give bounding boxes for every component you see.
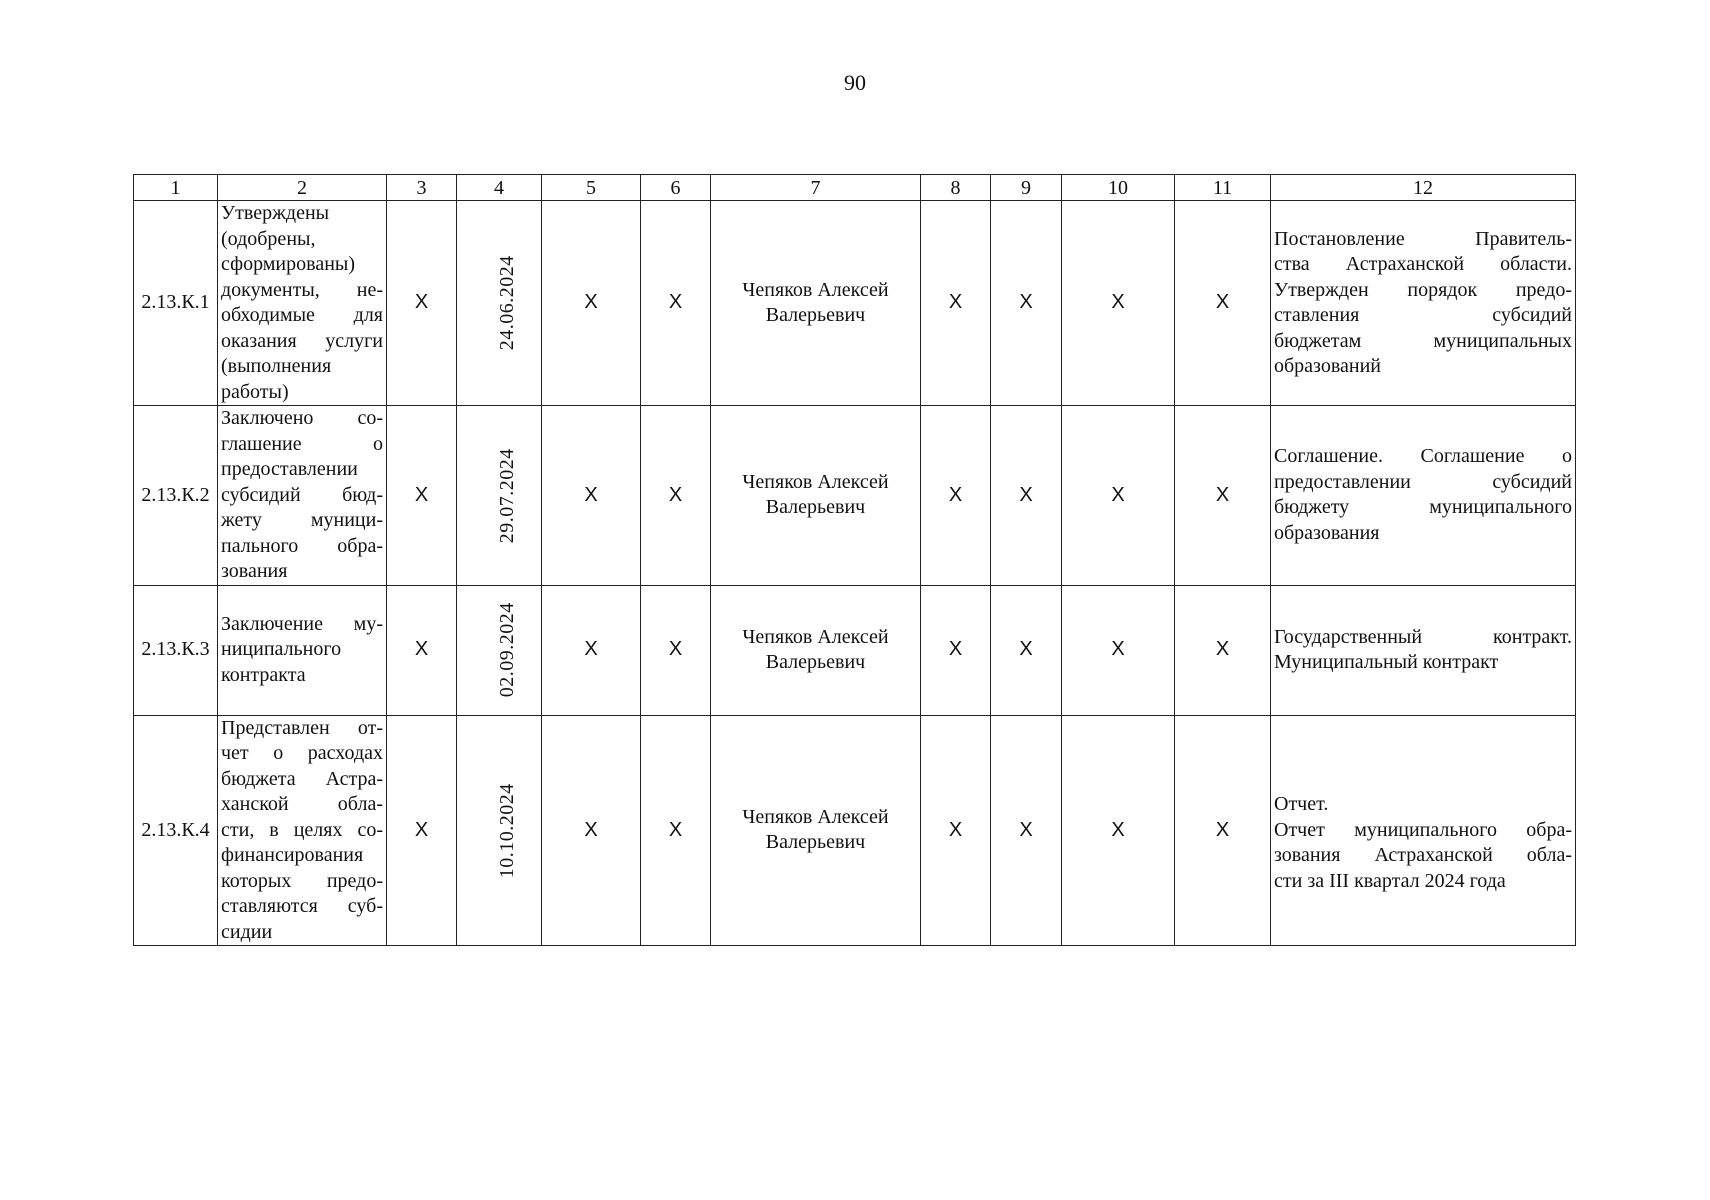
column-number-1: 1 (134, 175, 218, 201)
cell-col3: X (387, 201, 457, 406)
completion-date: 10.10.2024 (495, 782, 518, 878)
description-line: сти, в целях со- (221, 818, 383, 841)
description-line: Представлен от- (221, 716, 383, 739)
result-line: бюджетам муниципальных (1274, 329, 1572, 352)
cell-col11: X (1175, 585, 1271, 715)
result-line: ства Астраханской области. (1274, 253, 1572, 275)
table-row (134, 201, 1576, 406)
responsible-person: Чепяков Алексей Валерьевич (711, 585, 921, 715)
result-document (1271, 406, 1576, 586)
cell-col11: X (1175, 201, 1271, 406)
cell-col6: X (641, 406, 711, 586)
column-number-7: 7 (711, 175, 921, 201)
description-line: субсидий бюд- (221, 483, 383, 506)
description-line: ниципального (221, 638, 342, 661)
cell-col6: X (641, 715, 711, 946)
cell-col9: X (991, 585, 1062, 715)
event-code: 2.13.К.1 (134, 201, 218, 406)
result-line: сти за III квартал 2024 года (1274, 869, 1506, 892)
cell-col5: X (542, 201, 641, 406)
responsible-person: Чепяков Алексей Валерьевич (711, 406, 921, 586)
cell-col11: X (1175, 406, 1271, 586)
cell-col10: X (1062, 715, 1175, 946)
description-line: чет о расходах (221, 742, 383, 764)
description-line: предоставлении (221, 458, 358, 480)
cell-col11: X (1175, 715, 1271, 946)
column-number-9: 9 (991, 175, 1062, 201)
responsible-person: Чепяков Алексей Валерьевич (711, 201, 921, 406)
result-line: образований (1274, 355, 1382, 377)
description-line: сформированы) (221, 253, 355, 275)
result-line: бюджету муниципального (1274, 496, 1572, 519)
cell-col5: X (542, 406, 641, 586)
column-number-2: 2 (218, 175, 387, 201)
description-line: Заключение му- (221, 612, 383, 635)
description-line: обходимые для (221, 304, 383, 326)
cell-col9: X (991, 201, 1062, 406)
event-code: 2.13.К.3 (134, 585, 218, 715)
result-line: зования Астраханской обла- (1274, 844, 1572, 866)
cell-col8: X (921, 585, 991, 715)
column-number-5: 5 (542, 175, 641, 201)
column-number-10: 10 (1062, 175, 1175, 201)
completion-date: 24.06.2024 (495, 255, 518, 351)
column-number-3: 3 (387, 175, 457, 201)
result-line: Утвержден порядок предо- (1274, 278, 1572, 301)
description-line: бюджета Астра- (221, 767, 383, 790)
description-line: документы, не- (221, 278, 383, 301)
event-code: 2.13.К.2 (134, 406, 218, 586)
cell-col10: X (1062, 585, 1175, 715)
cell-col6: X (641, 201, 711, 406)
result-line: Отчет. (1274, 793, 1329, 815)
result-line: ставления субсидий (1274, 304, 1572, 326)
description-line: работы) (221, 380, 289, 403)
cell-col3: X (387, 585, 457, 715)
column-number-row (134, 175, 1576, 201)
column-number-6: 6 (641, 175, 711, 201)
result-line: Постановление Правитель- (1274, 227, 1572, 250)
event-description (218, 406, 387, 586)
cell-col5: X (542, 715, 641, 946)
result-document (1271, 585, 1576, 715)
description-line: (выполнения (221, 355, 332, 377)
event-description (218, 201, 387, 406)
schedule-table (133, 174, 1576, 946)
responsible-person: Чепяков Алексей Валерьевич (711, 715, 921, 946)
result-line: Муниципальный контракт (1274, 651, 1499, 673)
completion-date: 29.07.2024 (495, 447, 518, 543)
cell-col8: X (921, 201, 991, 406)
event-code: 2.13.К.4 (134, 715, 218, 946)
result-line: Государственный контракт. (1274, 625, 1572, 648)
cell-col8: X (921, 715, 991, 946)
description-line: которых предо- (221, 869, 383, 892)
cell-col10: X (1062, 406, 1175, 586)
cell-col10: X (1062, 201, 1175, 406)
column-number-8: 8 (921, 175, 991, 201)
cell-col8: X (921, 406, 991, 586)
cell-col3: X (387, 715, 457, 946)
description-line: сидии (221, 920, 273, 943)
column-number-12: 12 (1271, 175, 1576, 201)
cell-col5: X (542, 585, 641, 715)
description-line: пального обра- (221, 534, 383, 557)
result-document (1271, 201, 1576, 406)
description-line: (одобрены, (221, 227, 316, 250)
description-line: контракта (221, 663, 306, 686)
completion-date-cell (457, 585, 542, 715)
table-row (134, 585, 1576, 715)
completion-date-cell (457, 201, 542, 406)
result-document (1271, 715, 1576, 946)
description-line: ханской обла- (221, 793, 383, 815)
completion-date-cell (457, 406, 542, 586)
description-line: оказания услуги (221, 329, 383, 352)
cell-col6: X (641, 585, 711, 715)
event-description (218, 715, 387, 946)
table-row (134, 406, 1576, 586)
description-line: глашение о (221, 432, 383, 455)
description-line: Заключено со- (221, 407, 383, 429)
cell-col9: X (991, 715, 1062, 946)
description-line: жету муници- (221, 509, 383, 531)
description-line: финансирования (221, 844, 364, 866)
cell-col3: X (387, 406, 457, 586)
completion-date: 02.09.2024 (495, 602, 518, 698)
description-line: Утверждены (221, 202, 330, 224)
column-number-4: 4 (457, 175, 542, 201)
result-line: Соглашение. Соглашение о (1274, 445, 1572, 468)
result-line: Отчет муниципального обра- (1274, 818, 1572, 841)
event-description (218, 585, 387, 715)
column-number-11: 11 (1175, 175, 1271, 201)
result-line (1274, 767, 1572, 793)
table-row (134, 715, 1576, 946)
page-number: 90 (844, 70, 866, 95)
result-line: образования (1274, 521, 1380, 544)
description-line: ставляются суб- (221, 895, 383, 917)
cell-col9: X (991, 406, 1062, 586)
result-line: предоставлении субсидий (1274, 470, 1572, 493)
description-line: зования (221, 560, 288, 582)
completion-date-cell (457, 715, 542, 946)
